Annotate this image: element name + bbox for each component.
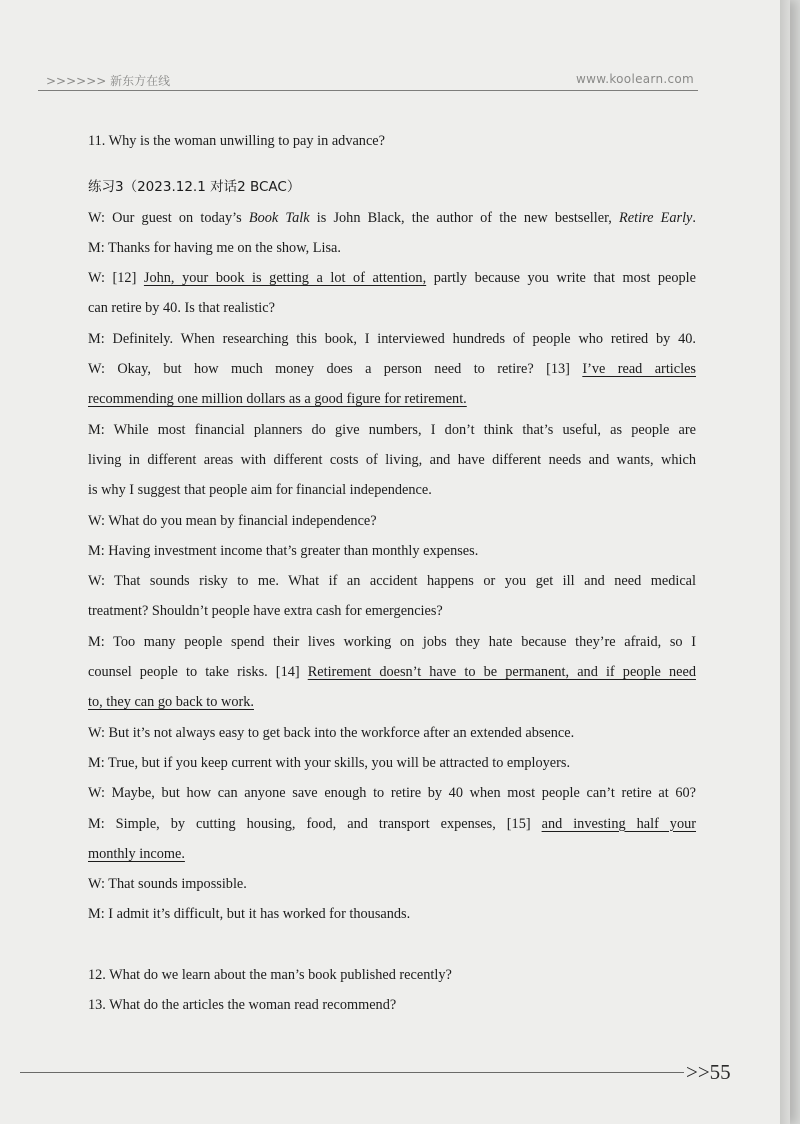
dialogue-line bbox=[88, 384, 696, 414]
question-13: 13. What do the articles the woman read recommend? bbox=[88, 997, 397, 1014]
dialogue-line: M: Simple, by cutting housing, food, and transport expenses, [15] and investing half your bbox=[88, 815, 697, 832]
answer-underline-15a: and investing half your bbox=[541, 815, 697, 832]
dialogue-line: W: Okay, but how much money does a person need to retire? [13] I’ve read articles bbox=[88, 361, 696, 378]
book-title: Retire Early bbox=[619, 209, 693, 226]
answer-underline-15b: monthly income. bbox=[88, 845, 185, 862]
answer-underline-14b: to, they can go back to work. bbox=[88, 694, 254, 711]
dialogue-line: M: Thanks for having me on the show, Lisa. bbox=[88, 239, 341, 256]
dialogue-line: W: [12] John, your book is getting a lot of attention, partly because you write that most people bbox=[88, 270, 696, 287]
dialogue-line: M: While most financial planners do give numbers, I don’t think that’s useful, as people are bbox=[88, 421, 696, 438]
dialogue-line bbox=[88, 687, 696, 717]
dialogue-line: W: Maybe, but how can anyone save enough to retire by 40 when most people can’t retire at 60? bbox=[88, 785, 696, 802]
dialogue-line: is why I suggest that people aim for financial independence. bbox=[88, 482, 432, 499]
header-brand: >>>>>> 新东方在线 bbox=[46, 74, 171, 88]
dialogue-line: W: But it’s not always easy to get back into the workforce after an extended absence. bbox=[88, 724, 575, 741]
running-header bbox=[38, 70, 698, 91]
dialogue-line: M: Definitely. When researching this book, I interviewed hundreds of people who retired by 40. bbox=[88, 330, 696, 347]
question-11: 11. Why is the woman unwilling to pay in advance? bbox=[88, 133, 385, 149]
page-edge bbox=[780, 0, 790, 1124]
dialogue-line: W: That sounds impossible. bbox=[88, 876, 247, 893]
answer-underline-12: John, your book is getting a lot of attention, bbox=[143, 270, 427, 287]
dialogue-line: W: Our guest on today’s Book Talk is John Black, the author of the new bestseller, Retire Early. bbox=[88, 209, 696, 226]
answer-underline-13a: I’ve read articles bbox=[582, 361, 696, 378]
header-url: www.koolearn.com bbox=[575, 72, 694, 86]
page-content bbox=[88, 126, 696, 1020]
dialogue-line: can retire by 40. Is that realistic? bbox=[88, 300, 275, 317]
dialogue-line: treatment? Shouldn’t people have extra cash for emergencies? bbox=[88, 603, 443, 620]
question-12: 12. What do we learn about the man’s book published recently? bbox=[88, 966, 452, 983]
dialogue-line: living in different areas with different costs of living, and have different needs and wants, which bbox=[88, 451, 696, 468]
dialogue-line: M: I admit it’s difficult, but it has worked for thousands. bbox=[88, 906, 411, 923]
answer-underline-14a: Retirement doesn’t have to be permanent, and if people need bbox=[307, 664, 696, 681]
dialogue-line bbox=[88, 839, 696, 869]
answer-underline-13b: recommending one million dollars as a good figure for retirement. bbox=[88, 391, 467, 408]
dialogue-line: W: What do you mean by financial independence? bbox=[88, 512, 377, 529]
section-title: 练习3（2023.12.1 对话2 BCAC） bbox=[88, 179, 301, 196]
footer-rule bbox=[20, 1072, 684, 1073]
show-title: Book Talk bbox=[248, 209, 310, 226]
dialogue-line: counsel people to take risks. [14] Retirement doesn’t have to be permanent, and if people need bbox=[88, 664, 696, 681]
page-number: >>55 bbox=[686, 1060, 731, 1084]
dialogue-line: W: That sounds risky to me. What if an accident happens or you get ill and need medical bbox=[88, 573, 696, 590]
dialogue-line: M: Too many people spend their lives working on jobs they hate because they’re afraid, so I bbox=[88, 633, 696, 650]
dialogue-line: M: True, but if you keep current with your skills, you will be attracted to employers. bbox=[88, 754, 571, 771]
dialogue-line: M: Having investment income that’s greater than monthly expenses. bbox=[88, 542, 479, 559]
